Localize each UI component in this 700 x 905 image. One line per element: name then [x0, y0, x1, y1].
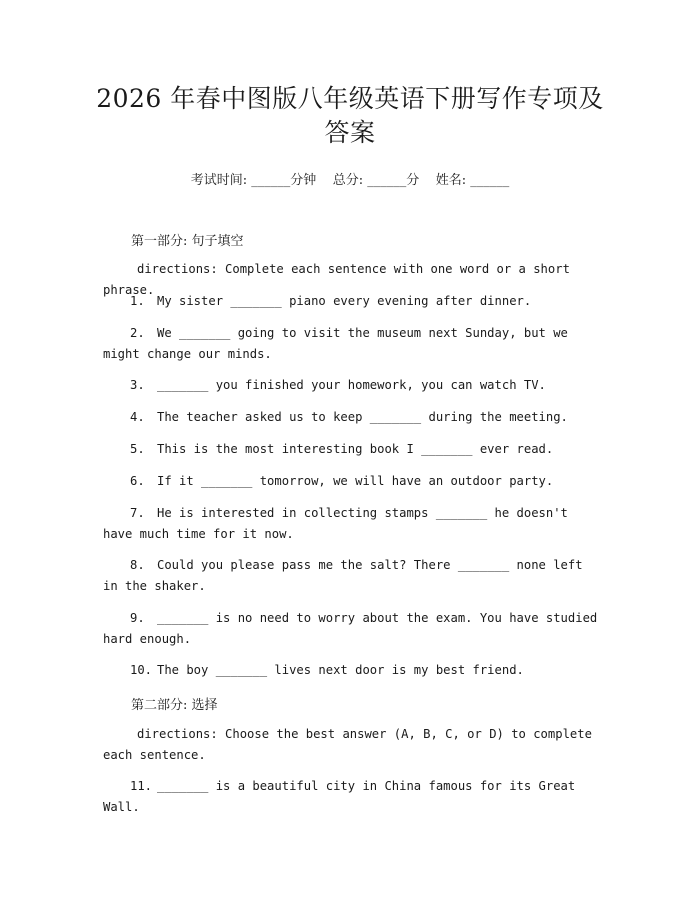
question-9	[103, 608, 603, 650]
title-line-2: 答案	[324, 118, 376, 147]
question-8	[103, 555, 603, 597]
question-text: _______ is a beautiful city in China famous for its Great Wall.	[103, 779, 576, 814]
question-2	[103, 323, 603, 365]
title-line-1: 2026 年春中图版八年级英语下册写作专项及	[96, 84, 604, 113]
question-text: _______ is no need to worry about the exam. You have studied hard enough.	[103, 611, 598, 646]
question-7	[103, 503, 603, 545]
question-6	[103, 471, 603, 492]
question-number: 9.	[130, 611, 145, 625]
question-text: _______ you finished your homework, you can watch TV.	[157, 378, 546, 392]
question-11	[103, 776, 603, 818]
question-number: 2.	[130, 326, 145, 340]
question-3	[103, 375, 603, 396]
exam-info-line: 考试时间: ______分钟 总分: ______分 姓名: ______	[190, 173, 510, 188]
question-4	[103, 407, 603, 428]
question-number: 11.	[130, 779, 153, 793]
question-10	[103, 660, 603, 681]
question-text: The boy _______ lives next door is my best friend.	[157, 663, 524, 677]
question-number: 5.	[130, 442, 145, 456]
part2-directions: directions: Choose the best answer (A, B, C, or D) to complete each sentence.	[103, 727, 592, 762]
question-1	[103, 291, 603, 312]
part1-directions: directions: Complete each sentence with one word or a short phrase.	[103, 262, 570, 297]
question-number: 8.	[130, 558, 145, 572]
part2-heading: 第二部分: 选择	[131, 698, 218, 713]
question-text: He is interested in collecting stamps _______ he doesn't have much time for it now.	[103, 506, 568, 541]
question-5	[103, 439, 603, 460]
question-number: 10.	[130, 663, 153, 677]
question-number: 4.	[130, 410, 145, 424]
question-number: 6.	[130, 474, 145, 488]
question-number: 3.	[130, 378, 145, 392]
question-text: My sister _______ piano every evening after dinner.	[157, 294, 532, 308]
part1-heading: 第一部分: 句子填空	[131, 234, 244, 249]
document-title	[90, 82, 610, 150]
question-number: 1.	[130, 294, 145, 308]
question-text: Could you please pass me the salt? There _______ none left in the shaker.	[103, 558, 583, 593]
question-text: If it _______ tomorrow, we will have an outdoor party.	[157, 474, 554, 488]
question-text: We _______ going to visit the museum next Sunday, but we might change our minds.	[103, 326, 568, 361]
question-text: The teacher asked us to keep _______ during the meeting.	[157, 410, 568, 424]
question-number: 7.	[130, 506, 145, 520]
question-text: This is the most interesting book I _______ ever read.	[157, 442, 554, 456]
